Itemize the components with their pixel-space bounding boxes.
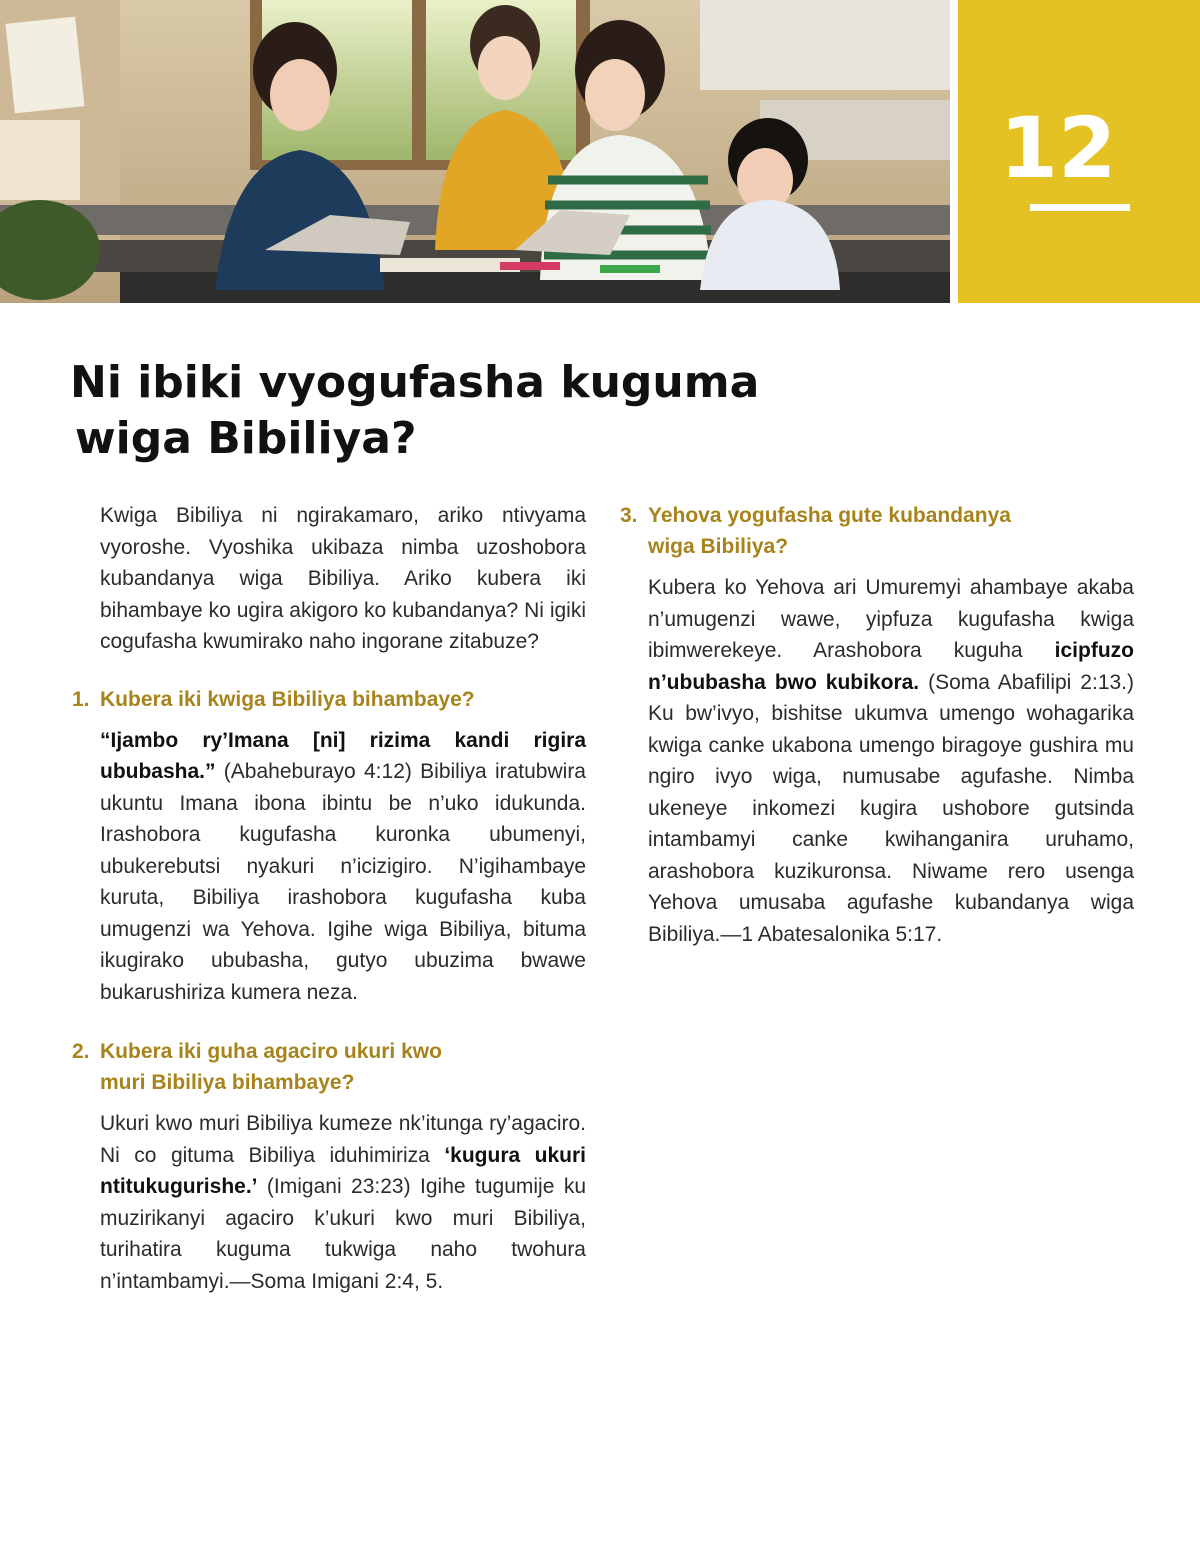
answer-2-body-after: (Imigani 23:23) Igihe tugumije ku muzirikanyi agaciro k’ukuri kwo muri Bibiliya, turihatira kuguma tukwiga naho twohura n’intambamyi.—Soma Imigani 2:4, 5. (100, 1175, 586, 1293)
page-title-line2: wiga Bibiliya? (75, 413, 417, 464)
question-2 (72, 1036, 586, 1098)
question-3-text-line2: wiga Bibiliya? (648, 535, 789, 558)
question-2-text-line1: Kubera iki guha agaciro ukuri kwo (100, 1040, 442, 1063)
left-column (72, 500, 586, 1297)
answer-1-quote: “Ijambo ry’Imana [ni] rizima kandi rigira ububasha.” (100, 728, 586, 783)
question-2-text-line2: muri Bibiliya bihambaye? (100, 1071, 355, 1094)
answer-2-quote: ‘kugura ukuri ntitukugurishe.’ (100, 1143, 586, 1198)
question-2-number: 2. (72, 1040, 90, 1063)
answer-3-body-before: Kubera ko Yehova ari Umuremyi ahambaye akaba n’umugenzi wawe, yipfuza kugufasha kwiga ibimwerekeye. Arashobora kuguha (648, 576, 1134, 662)
question-3-number: 3. (620, 504, 638, 527)
family-study-illustration (0, 0, 950, 303)
intro-paragraph: Kwiga Bibiliya ni ngirakamaro, ariko ntivyama vyoroshe. Vyoshika ukibaza nimba uzoshobora kubandanya wiga Bibiliya. Ariko kubera iki bihambaye ko ugira akigoro ko kubandanya? Ni igiki cogufasha kwumirako naho ingorane zitabuze? (100, 504, 586, 653)
question-1-text: Kubera iki kwiga Bibiliya bihambaye? (100, 687, 475, 711)
question-3-text-line1: Yehova yogufasha gute kubandanya (648, 504, 1011, 527)
chapter-number: 12 (999, 99, 1117, 197)
header-photo (0, 0, 950, 303)
question-1 (72, 684, 586, 715)
chapter-badge (958, 0, 1200, 303)
answer-3-quote: icipfuzo n’ububasha bwo kubikora. (648, 639, 1134, 694)
answer-2-body-before: Ukuri kwo muri Bibiliya kumeze nk’itunga ry’agaciro. Ni co gituma Bibiliya iduhimiriza (100, 1112, 586, 1167)
chapter-underline (1030, 204, 1130, 211)
answer-3 (620, 572, 1134, 950)
question-3 (620, 500, 1134, 562)
answer-1-body: (Abaheburayo 4:12) Bibiliya iratubwira ukuntu Imana ibona ibintu be n’uko idukunda. Irashobora kugufasha kuronka ubumenyi, ubukerebutsi nyakuri n’icizigiro. N’igihambaye kuruta, Bibiliya irashobora kugufasha kuba umugenzi wa Yehova. Igihe wiga Bibiliya, bituma ikugirako ububasha, gutyo ubuzima bwawe bukarushiriza kumera neza. (100, 760, 586, 1004)
answer-2 (72, 1108, 586, 1297)
answer-3-body-after: (Soma Abafilipi 2:13.) Ku bw’ivyo, bishitse ukumva umengo wohagarika kwiga canke ukabona umengo biragoye gushira mu ngiro ivyo wiga, numusabe agufashe. Nimba ukeneye inkomezi kugira ushobore gutsinda intambamyi canke kwihanganira uruhamo, arashobora kuzikuronsa. Niwame rero usenga Yehova umusaba agufashe kubandanya wiga Bibiliya.—1 Abatesalonika 5:17. (648, 670, 1134, 946)
page-title (70, 355, 890, 467)
answer-1 (72, 725, 586, 1009)
page-title-line1: Ni ibiki vyogufasha kuguma (70, 357, 760, 408)
question-1-number: 1. (72, 687, 90, 711)
right-column (620, 500, 1134, 950)
